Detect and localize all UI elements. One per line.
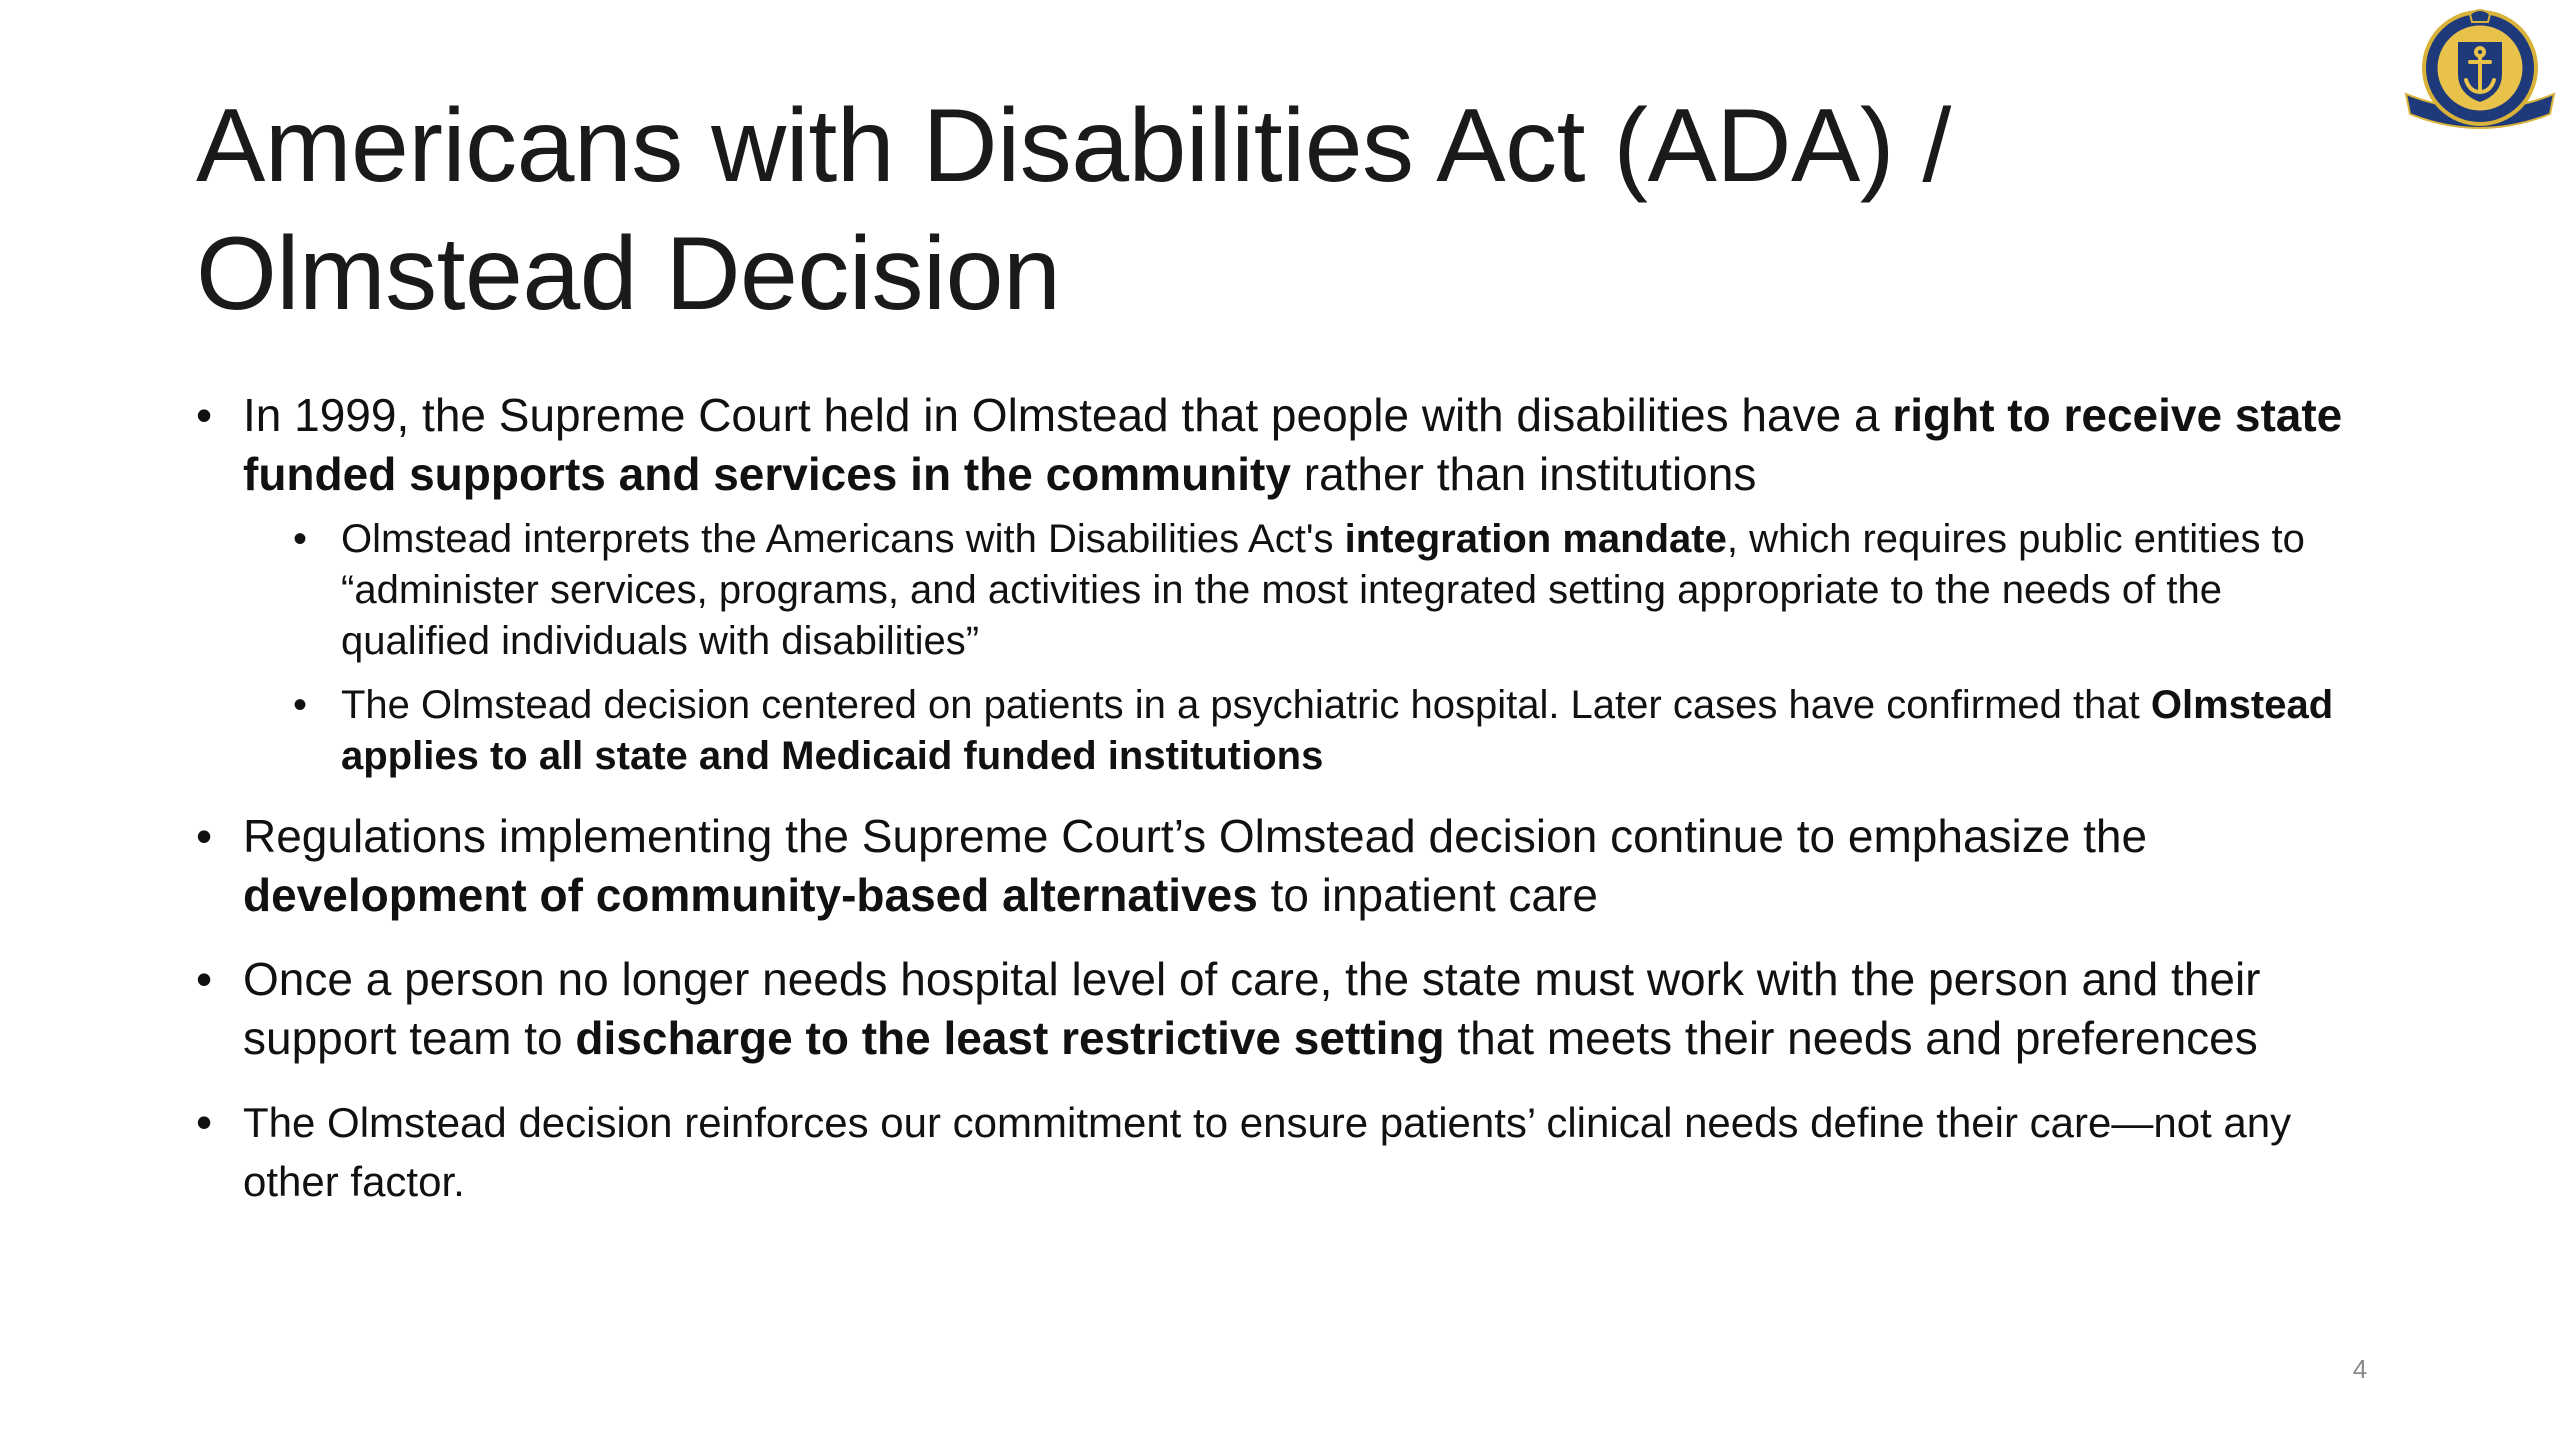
slide-title (196, 82, 2196, 338)
page-number: 4 (2352, 1354, 2368, 1384)
bullet-marker: • (293, 683, 308, 727)
bullet-olmstead-1999: • In 1999, the Supreme Court held in Olmstead that people with disabilities have a right to receive state funded supports and services in the community rather than institutions • Olmstead interprets the Americans with Disabilities Act's integration mandate, which requires public entities to “administer services, programs, and activities in the most integrated setting appropriate to the needs of the qualified individuals with disabilities” • The Olmstead decision centered on patients in a psychiatric hospital. Later cases have confirmed that Olmstead applies to all state and Medicaid funded institutions (196, 386, 2346, 782)
bullet-commitment: • The Olmstead decision reinforces our commitment to ensure patients’ clinical needs define their care—not any other factor. (196, 1093, 2346, 1211)
bullet-list (196, 386, 2346, 1211)
bullet-regulations: • Regulations implementing the Supreme Court’s Olmstead decision continue to emphasize the development of community-based alternatives to inpatient care (196, 807, 2346, 925)
slide-body (196, 386, 2346, 1236)
rhode-island-state-seal-icon (2400, 2, 2560, 147)
bullet-marker: • (196, 953, 213, 1005)
bullet-marker: • (196, 389, 213, 441)
bullet-marker: • (293, 517, 308, 561)
bullet-marker: • (196, 1096, 213, 1148)
sub-bullet-integration-mandate: • Olmstead interprets the Americans with Disabilities Act's integration mandate, which requires public entities to “administer services, programs, and activities in the most integrated setting appropriate to the needs of the qualified individuals with disabilities” (293, 514, 2346, 667)
bullet-marker: • (196, 810, 213, 862)
slide-title-line-1: Americans with Disabilities Act (ADA) / (196, 88, 1951, 204)
bullet-discharge: • Once a person no longer needs hospital level of care, the state must work with the person and their support team to discharge to the least restrictive setting that meets their needs and preferences (196, 950, 2346, 1068)
slide-title-line-2: Olmstead Decision (196, 216, 1061, 332)
sub-bullet-list (243, 514, 2346, 782)
sub-bullet-psychiatric-hospital: • The Olmstead decision centered on patients in a psychiatric hospital. Later cases have confirmed that Olmstead applies to all state and Medicaid funded institutions (293, 680, 2346, 782)
